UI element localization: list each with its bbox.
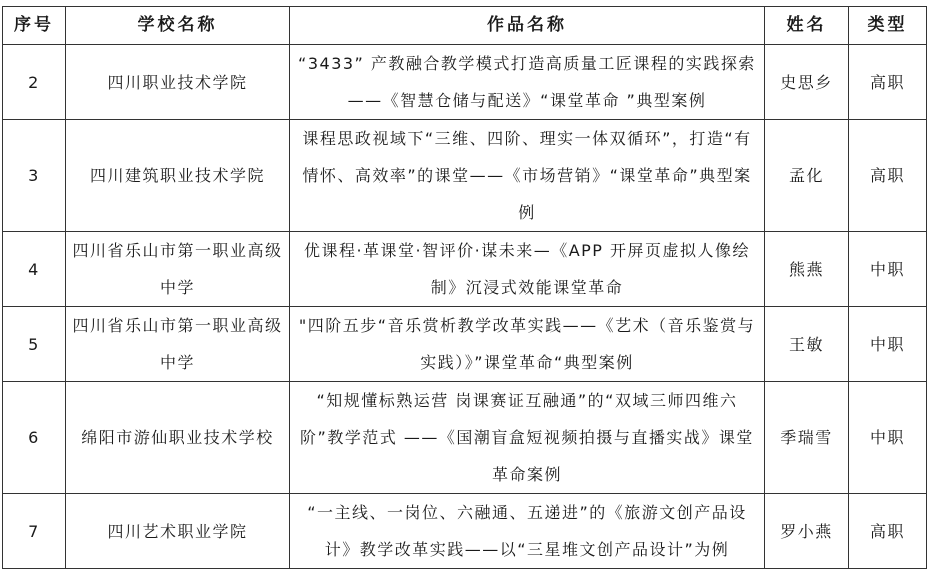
cell-school: 四川省乐山市第一职业高级中学: [66, 232, 290, 307]
cell-name: 熊燕: [765, 232, 849, 307]
cell-no: 6: [3, 382, 66, 494]
cell-type: 高职: [849, 494, 927, 569]
cell-school: 绵阳市游仙职业技术学校: [66, 382, 290, 494]
cell-work: "四阶五步“音乐赏析教学改革实践——《艺术（音乐鉴赏与实践）》”课堂革命“典型案例: [290, 307, 765, 382]
cell-work: 课程思政视域下“三维、四阶、理实一体双循环”，打造“有情怀、高效率”的课堂——《市场营销》“课堂革命”典型案例: [290, 120, 765, 232]
cell-type: 高职: [849, 120, 927, 232]
cell-no: 5: [3, 307, 66, 382]
table-row: [3, 45, 927, 120]
awards-table: [2, 6, 927, 569]
cell-work: “知规懂标熟运营 岗课赛证互融通”的“双域三师四维六阶”教学范式 ——《国潮盲盒短视频拍摄与直播实战》课堂革命案例: [290, 382, 765, 494]
cell-school: 四川职业技术学院: [66, 45, 290, 120]
cell-type: 中职: [849, 232, 927, 307]
cell-name: 孟化: [765, 120, 849, 232]
cell-work: 优课程·革课堂·智评价·谋未来—《APP 开屏页虚拟人像绘制》沉浸式效能课堂革命: [290, 232, 765, 307]
cell-type: 高职: [849, 45, 927, 120]
header-type: 类型: [849, 7, 927, 45]
table-row: [3, 307, 927, 382]
cell-school: 四川省乐山市第一职业高级中学: [66, 307, 290, 382]
table-row: [3, 232, 927, 307]
table-row: [3, 382, 927, 494]
header-name: 姓名: [765, 7, 849, 45]
cell-no: 2: [3, 45, 66, 120]
cell-no: 3: [3, 120, 66, 232]
header-row: [3, 7, 927, 45]
cell-type: 中职: [849, 307, 927, 382]
cell-name: 史思乡: [765, 45, 849, 120]
cell-school: 四川建筑职业技术学院: [66, 120, 290, 232]
header-school: 学校名称: [66, 7, 290, 45]
cell-type: 中职: [849, 382, 927, 494]
cell-work: “3433” 产教融合教学模式打造高质量工匠课程的实践探索 ——《智慧仓储与配送》“课堂革命 ”典型案例: [290, 45, 765, 120]
cell-school: 四川艺术职业学院: [66, 494, 290, 569]
header-work: 作品名称: [290, 7, 765, 45]
cell-work: “一主线、一岗位、六融通、五递进”的《旅游文创产品设计》教学改革实践——以“三星堆文创产品设计”为例: [290, 494, 765, 569]
cell-name: 王敏: [765, 307, 849, 382]
header-no: 序号: [3, 7, 66, 45]
cell-no: 4: [3, 232, 66, 307]
cell-no: 7: [3, 494, 66, 569]
cell-name: 季瑞雪: [765, 382, 849, 494]
table-row: [3, 494, 927, 569]
cell-name: 罗小燕: [765, 494, 849, 569]
table-row: [3, 120, 927, 232]
